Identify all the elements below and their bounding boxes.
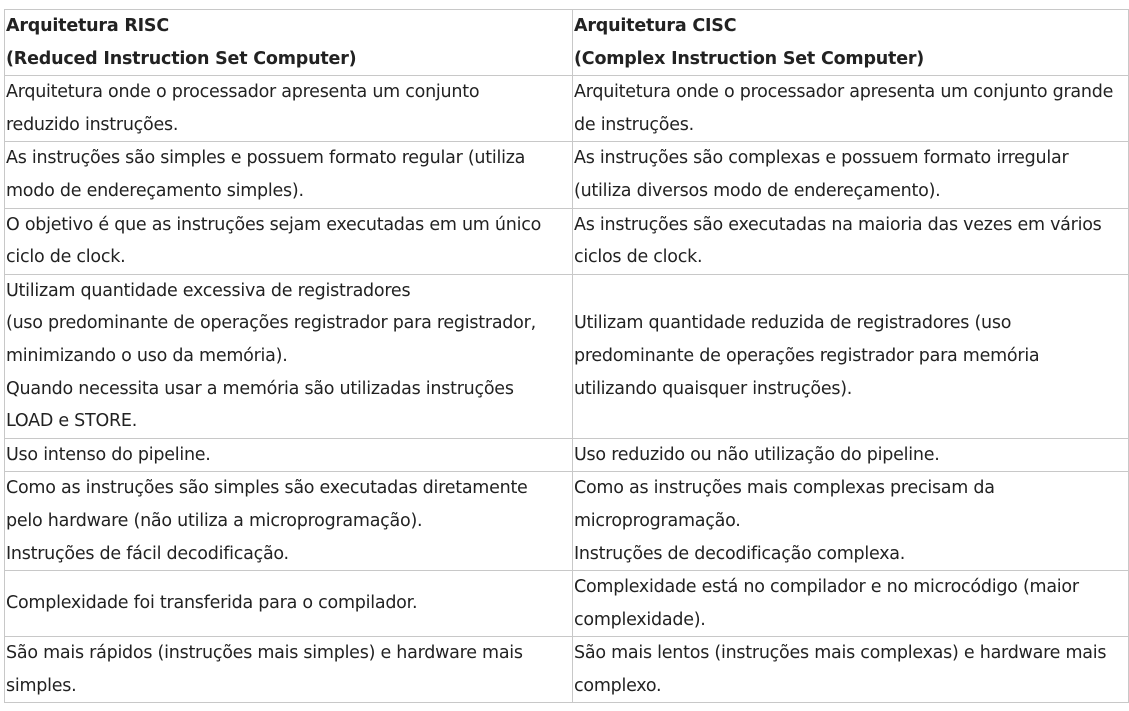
cell-cisc-line: Instruções de decodificação complexa. (574, 543, 906, 564)
cell-risc-line: São mais rápidos (instruções mais simples) e hardware mais (6, 643, 523, 664)
cell-risc-line: minimizando o uso da memória). (6, 345, 288, 366)
cell-cisc-line: de instruções. (574, 114, 694, 135)
header-cisc-title: Arquitetura CISC (574, 16, 737, 36)
cell-cisc (573, 438, 1129, 472)
cell-cisc-line: Como as instruções mais complexas precisam da (574, 478, 995, 499)
cell-cisc-line: As instruções são complexas e possuem formato irregular (574, 148, 1069, 169)
cell-cisc-line: Complexidade está no compilador e no microcódigo (maior (574, 577, 1079, 598)
cell-cisc (573, 274, 1129, 438)
cell-cisc-line: utilizando quaisquer instruções). (574, 378, 853, 399)
table-row (5, 571, 1129, 637)
table-row (5, 438, 1129, 472)
cell-risc-line: reduzido instruções. (6, 114, 179, 135)
cell-cisc (573, 208, 1129, 274)
cell-risc-line: modo de endereçamento simples). (6, 180, 304, 201)
cell-cisc-line: complexo. (574, 675, 662, 696)
cell-risc-line: Uso intenso do pipeline. (6, 444, 211, 465)
cell-risc-line: (uso predominante de operações registrador para registrador, (6, 313, 536, 334)
cell-risc-line: pelo hardware (não utiliza a microprogramação). (6, 510, 423, 531)
cell-risc (5, 208, 573, 274)
cell-risc (5, 472, 573, 571)
cell-risc (5, 438, 573, 472)
cell-risc-line: ciclo de clock. (6, 247, 126, 268)
cell-risc-line: Arquitetura onde o processador apresenta um conjunto (6, 82, 480, 103)
cell-cisc (573, 571, 1129, 637)
cell-risc-line: As instruções são simples e possuem formato regular (utiliza (6, 148, 526, 169)
cell-cisc-line: predominante de operações registrador para memória (574, 345, 1040, 366)
cell-risc-line: Instruções de fácil decodificação. (6, 543, 289, 564)
header-cisc (573, 10, 1129, 76)
table-row (5, 637, 1129, 703)
cell-risc-line: simples. (6, 675, 77, 696)
table-body (5, 76, 1129, 703)
cell-cisc-line: microprogramação. (574, 510, 741, 531)
cell-cisc-line: complexidade). (574, 609, 706, 630)
cell-cisc (573, 142, 1129, 208)
cell-cisc-line: As instruções são executadas na maioria das vezes em vários (574, 214, 1102, 235)
table-row (5, 208, 1129, 274)
table-row (5, 472, 1129, 571)
cell-cisc-line: São mais lentos (instruções mais complexas) e hardware mais (574, 643, 1107, 664)
cell-risc (5, 637, 573, 703)
table-row (5, 76, 1129, 142)
cell-risc-line: Complexidade foi transferida para o compilador. (6, 593, 418, 614)
cell-cisc (573, 637, 1129, 703)
header-risc (5, 10, 573, 76)
risc-cisc-comparison-table (4, 9, 1129, 703)
cell-cisc-line: Arquitetura onde o processador apresenta um conjunto grande (574, 82, 1114, 103)
cell-risc-line: Como as instruções são simples são executadas diretamente (6, 478, 528, 499)
cell-cisc (573, 76, 1129, 142)
cell-cisc (573, 472, 1129, 571)
cell-risc (5, 571, 573, 637)
header-risc-title: Arquitetura RISC (6, 16, 169, 36)
table-row (5, 274, 1129, 438)
cell-cisc-line: Uso reduzido ou não utilização do pipeline. (574, 444, 940, 465)
table-row (5, 142, 1129, 208)
cell-risc (5, 76, 573, 142)
cell-risc (5, 142, 573, 208)
header-cisc-subtitle: (Complex Instruction Set Computer) (574, 48, 925, 69)
cell-cisc-line: (utiliza diversos modo de endereçamento). (574, 180, 941, 201)
cell-risc-line: Utilizam quantidade excessiva de registradores (6, 280, 411, 301)
cell-risc-line: LOAD e STORE. (6, 411, 138, 432)
header-risc-subtitle: (Reduced Instruction Set Computer) (6, 48, 357, 69)
table-header-row (5, 10, 1129, 76)
cell-risc (5, 274, 573, 438)
cell-risc-line: O objetivo é que as instruções sejam executadas em um único (6, 214, 542, 235)
cell-risc-line: Quando necessita usar a memória são utilizadas instruções (6, 378, 514, 399)
cell-cisc-line: ciclos de clock. (574, 247, 703, 268)
cell-cisc-line: Utilizam quantidade reduzida de registradores (uso (574, 313, 1012, 334)
